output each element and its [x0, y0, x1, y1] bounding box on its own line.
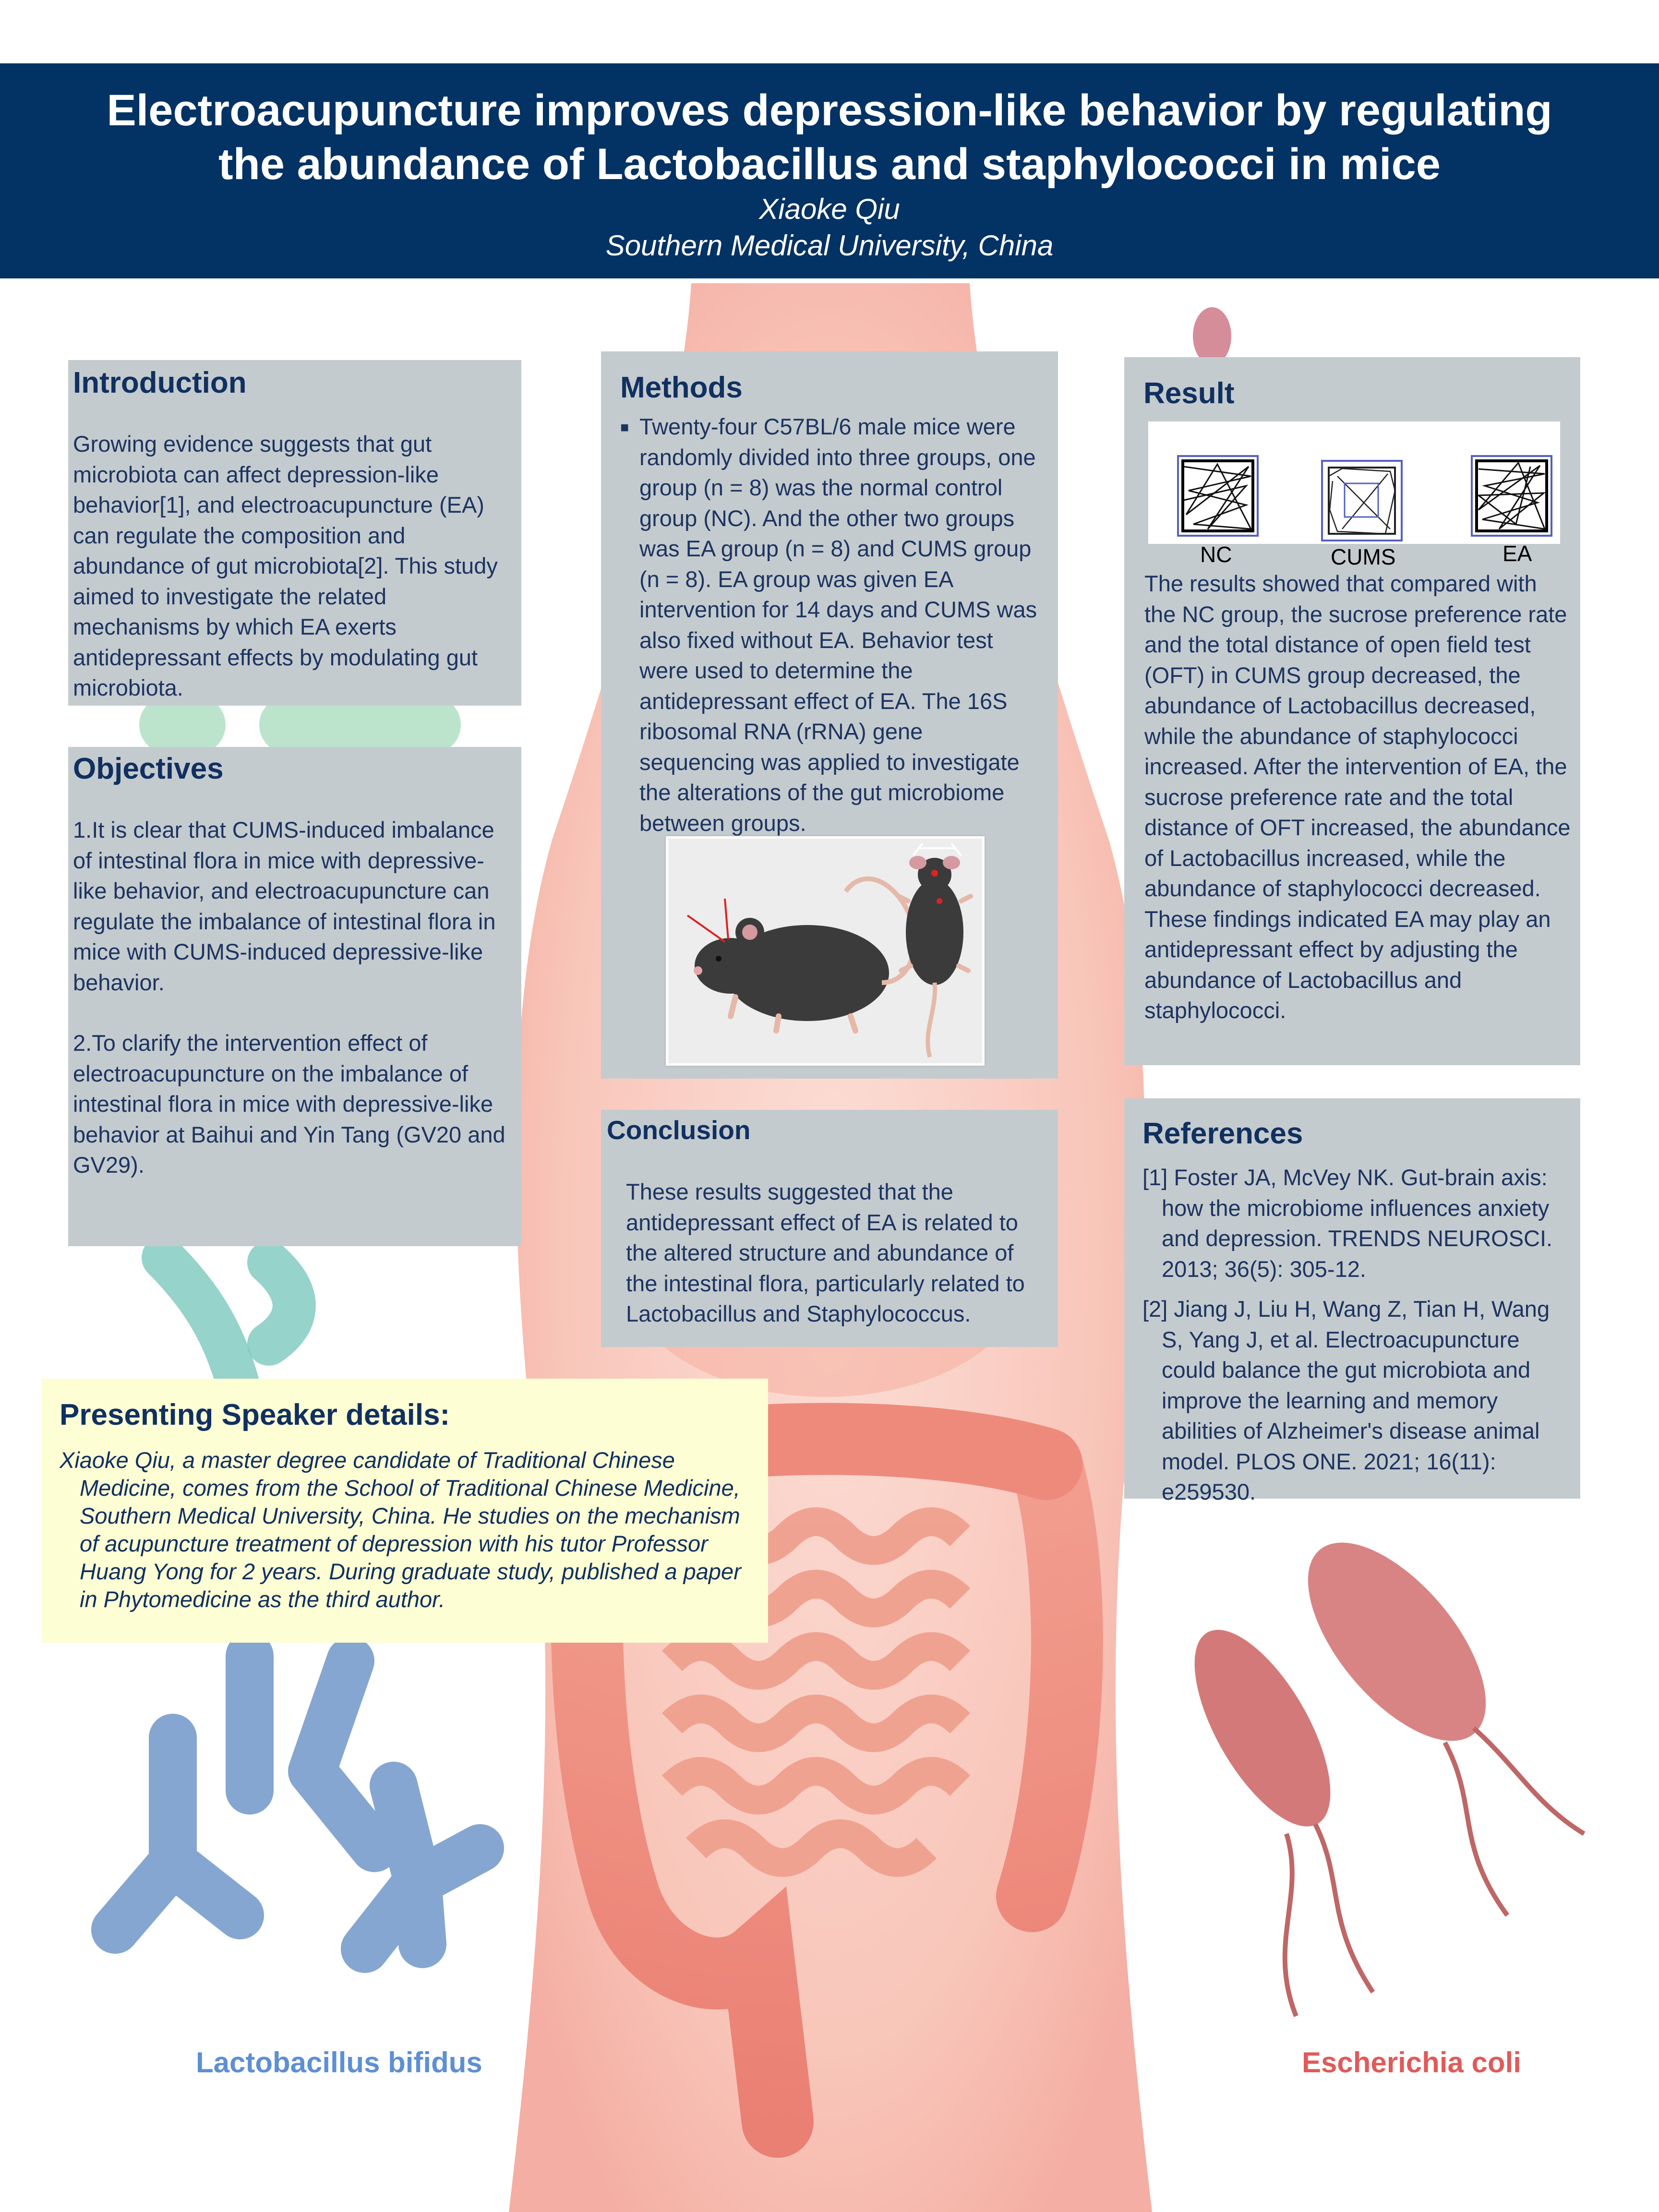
references-heading: References [1142, 1117, 1303, 1150]
result-text: The results showed that compared with the NC group, the sucrose preference rate and the total distance of open field test (OFT) in CUMS group decreased, the abundance of Lactobacillus decreased, while the abundance of staphylococci increased. After the intervention of EA, the sucrose preference rate and the total distance of OFT increased, the abundance of Lactobacillus increased, while the abundance of staphylococci decreased. These findings indicated EA may play an antidepressant effect by adjusting the abundance of Lactobacillus and staphylococci. [1144, 571, 1571, 1023]
methods-bullet [620, 411, 1044, 838]
methods-panel [601, 351, 1058, 1079]
top-mouse-figure [899, 843, 971, 1057]
result-heading: Result [1143, 377, 1235, 410]
side-mouse-figure [687, 879, 914, 1031]
reference-item [1142, 1162, 1571, 1284]
introduction-text: Growing evidence suggests that gut microbiota can affect depression-like behavior[1], and electroacupuncture (EA) can regulate the composition and abundance of gut microbiota[2]. This study aimed to investigate the related mechanisms by which EA exerts antidepressant effects by modulating gut microbiota. [73, 431, 498, 700]
poster-header [0, 63, 1659, 278]
conclusion-heading: Conclusion [607, 1115, 751, 1145]
methods-heading: Methods [620, 371, 743, 404]
oft-trace-ea [1471, 455, 1552, 537]
title-line-2: the abundance of Lactobacillus and staphylococci in mice [218, 140, 1441, 189]
references-panel [1124, 1098, 1580, 1504]
reference-item [1142, 1294, 1571, 1507]
open-field-test-traces [1148, 421, 1560, 569]
objective-item-2: 2.To clarify the intervention effect of electroacupuncture on the imbalance of intestinal flora in mice with depressive-like behavior at Baihui and Yin Tang (GV20 and GV29). [73, 1030, 505, 1178]
oft-label-cums: CUMS [1331, 544, 1396, 569]
oft-trace-nc [1177, 455, 1259, 537]
objectives-panel [68, 747, 521, 1246]
mouse-illustration [666, 836, 985, 1066]
conclusion-panel [601, 1110, 1058, 1347]
lactobacillus-caption: Lactobacillus bifidus [196, 2046, 482, 2079]
e-coli-shapes [1168, 1513, 1584, 2016]
speaker-details-panel [41, 1379, 768, 1643]
oft-trace-cums [1321, 460, 1403, 541]
introduction-heading: Introduction [73, 366, 247, 399]
e-coli-caption: Escherichia coli [1302, 2046, 1521, 2079]
result-panel [1124, 357, 1580, 1065]
speaker-heading: Presenting Speaker details: [60, 1398, 450, 1431]
objective-item-1: 1.It is clear that CUMS-induced imbalance of intestinal flora in mice with depressive-like behavior, and electroacupuncture can regulate the imbalance of intestinal flora in mice with CUMS-induced depressive-like behavior. [73, 817, 496, 995]
methods-text: Twenty-four C57BL/6 male mice were randomly divided into three groups, one group (n = 8) was the normal control group (NC). And the other two groups was EA group (n = 8) and CUMS group (n = 8). EA group was given EA intervention for 14 days and CUMS was also fixed without EA. Behavior test were used to determine the antidepressant effect of EA. The 16S ribosomal RNA (rRNA) gene sequencing was applied to investigate the alterations of the gut microbiome between groups. [639, 414, 1037, 836]
bullet-square-icon: ■ [620, 420, 629, 435]
objectives-heading: Objectives [73, 752, 224, 785]
title-line-1: Electroacupuncture improves depression-like behavior by regulating [107, 86, 1552, 135]
oft-label-nc: NC [1200, 542, 1232, 567]
oft-label-ea: EA [1503, 541, 1532, 566]
author-affiliation: Southern Medical University, China [605, 229, 1054, 262]
speaker-text: Xiaoke Qiu, a master degree candidate of Traditional Chinese Medicine, comes from the School of Traditional Chinese Medicine, Southern Medical University, China. He studies on the mechanism of acupuncture treatment of depression with his tutor Professor Huang Yong for 2 years. During graduate study, published a paper in Phytomedicine as the third author. [60, 1447, 741, 1612]
poster-title [0, 63, 1659, 191]
author-name: Xiaoke Qiu [759, 193, 900, 225]
reference-2-text: [2] Jiang J, Liu H, Wang Z, Tian H, Wang S, Yang J, et al. Electroacupuncture could balance the gut microbiota and improve the learning and memory abilities of Alzheimer's disease animal model. PLOS ONE. 2021; 16(11): e259530. [1142, 1296, 1550, 1504]
lactobacillus-shapes [115, 1656, 480, 1949]
reference-1-text: [1] Foster JA, McVey NK. Gut-brain axis: how the microbiome influences anxiety and depression. TRENDS NEUROSCI. 2013; 36(5): 305-12. [1142, 1165, 1553, 1282]
conclusion-text: These results suggested that the antidepressant effect of EA is related to the altered structure and abundance of the intestinal flora, particularly related to Lactobacillus and Staphylococcus. [626, 1179, 1025, 1326]
introduction-panel [68, 360, 521, 706]
